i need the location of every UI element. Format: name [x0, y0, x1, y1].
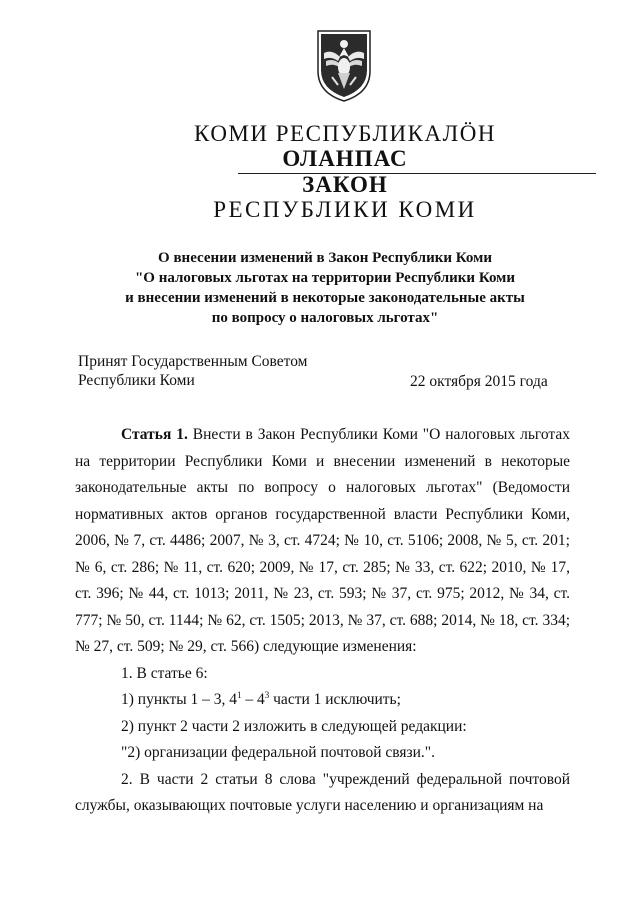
adoption-statement: [78, 352, 308, 390]
adoption-line: Республики Коми: [78, 372, 195, 389]
law-body: [75, 422, 570, 820]
adoption-date: 22 октября 2015 года: [410, 373, 548, 390]
subject-line: по вопросу о налоговых льготах": [211, 310, 439, 326]
list-item: 2. В части 2 статьи 8 слова "учреждений федеральной почтовой службы, оказывающих почтовые услуги населению и организациям на: [75, 770, 570, 814]
komi-coat-of-arms-icon: [314, 27, 374, 103]
list-item: [75, 687, 570, 714]
header-zakon: ЗАКОН: [302, 172, 388, 197]
article-label: Статья 1.: [121, 426, 188, 443]
law-subject: [110, 248, 540, 328]
item-text: 1) пункты 1 – 3, 4: [121, 691, 238, 708]
list-item: 2) пункт 2 части 2 изложить в следующей редакции:: [121, 717, 467, 735]
article-1-paragraph: [75, 422, 570, 661]
list-item: 1. В статье 6:: [121, 664, 208, 682]
item-text: части 1 исключить;: [269, 691, 401, 708]
item-text: – 4: [241, 691, 265, 708]
adoption-line: Принят Государственным Советом: [78, 353, 308, 370]
header-republic: РЕСПУБЛИКИ КОМИ: [213, 197, 477, 222]
article-text: Внести в Закон Республики Коми "О налоговых льготах на территории Республики Коми и внесении изменений в некоторые законодательные акты по вопросу о налоговых льготах" (Ведомости нормативных актов органов государственной власти Республики Коми, 2006, № 7, ст. 4486; 2007, № 3, ст. 4724; № 10, ст. 5106; 2008, № 5, ст. 201; № 6, ст. 286; № 11, ст. 620; 2009, № 17, ст. 285; № 33, ст. 622; 2010, № 17, ст. 396; № 44, ст. 1013; 2011, № 23, ст. 593; № 37, ст. 975; 2012, № 34, ст. 777; № 50, ст. 1144; № 62, ст. 1505; 2013, № 37, ст. 688; 2014, № 18, ст. 334; № 27, ст. 509; № 29, ст. 566) следующие изменения:: [75, 426, 571, 655]
header-olanpas: ОЛАНПАС: [282, 146, 408, 171]
subject-line: "О налоговых льготах на территории Республики Коми: [134, 270, 516, 286]
superscript: 3: [264, 690, 270, 700]
superscript: 1: [237, 690, 242, 700]
subject-line: и внесении изменений в некоторые законодательные акты: [125, 290, 525, 306]
quoted-text: "2) организации федеральной почтовой связи.".: [121, 744, 435, 761]
subject-line: О внесении изменений в Закон Республики Коми: [158, 250, 492, 266]
header-komi-line: КОМИ РЕСПУБЛИКАЛÖН: [194, 121, 496, 146]
